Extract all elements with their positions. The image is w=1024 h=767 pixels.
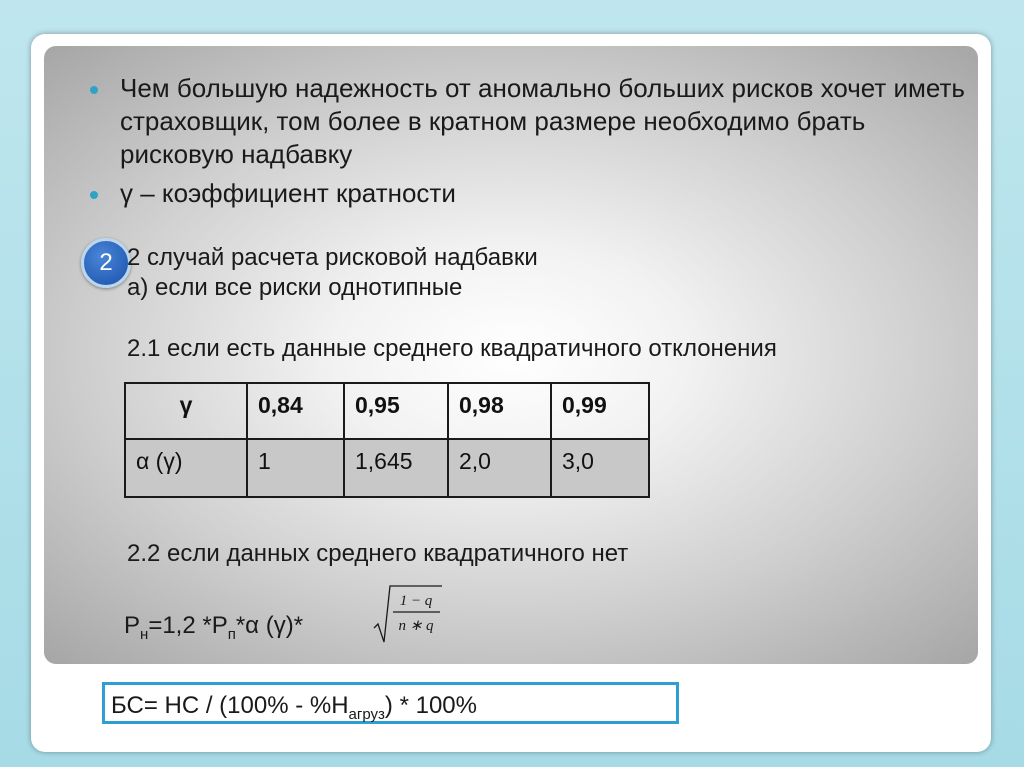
bs-sub: агруз (348, 705, 385, 723)
sqrt-fraction (372, 584, 444, 644)
table-cell: 0,99 (551, 383, 649, 439)
formula-part: *α (γ)* (235, 612, 304, 639)
bullet-dot-icon (90, 191, 98, 199)
table-header-row (125, 383, 649, 439)
bs-part: БС= НС / (100% - %Н (111, 692, 349, 719)
table-cell: 2,0 (448, 439, 551, 497)
bullet-text: γ – коэффициент кратности (120, 178, 456, 208)
table-cell: 0,84 (247, 383, 344, 439)
table-cell: 0,95 (344, 383, 448, 439)
table-cell: α (γ) (125, 439, 247, 497)
bullet-item (86, 177, 966, 210)
bullet-list (86, 72, 966, 216)
slide (31, 34, 991, 752)
section-2-1: 2.1 если есть данные среднего квадратичного отклонения (127, 335, 777, 362)
table-cell: 1,645 (344, 439, 448, 497)
formula-sub: н (140, 625, 149, 643)
number-badge: 2 (81, 238, 131, 288)
fraction-denominator: n ∗ q (398, 618, 434, 634)
table-cell: 1 (247, 439, 344, 497)
table-cell: 3,0 (551, 439, 649, 497)
formula-part: =1,2 *Р (148, 612, 228, 639)
bullet-text: Чем большую надежность от аномально больших рисков хочет иметь страховщик, том более в кратном размере необходимо брать рисковую надбавку (120, 73, 965, 169)
gamma-table (124, 382, 650, 498)
section-2-2: 2.2 если данных среднего квадратичного нет (127, 540, 629, 567)
table-cell: 0,98 (448, 383, 551, 439)
formula-sub: п (227, 625, 236, 643)
formula-part: Р (124, 612, 141, 639)
bullet-item (86, 72, 966, 171)
fraction-numerator: 1 − q (399, 593, 433, 609)
premium-formula (124, 612, 303, 643)
bullet-dot-icon (90, 86, 98, 94)
case-subtitle: а) если все риски однотипные (127, 274, 463, 301)
bs-formula-box (102, 682, 679, 724)
bs-part: ) * 100% (384, 692, 477, 719)
content-panel (44, 46, 978, 664)
table-cell: γ (125, 383, 247, 439)
case-title: 2 случай расчета рисковой надбавки (127, 244, 538, 271)
table-row (125, 439, 649, 497)
